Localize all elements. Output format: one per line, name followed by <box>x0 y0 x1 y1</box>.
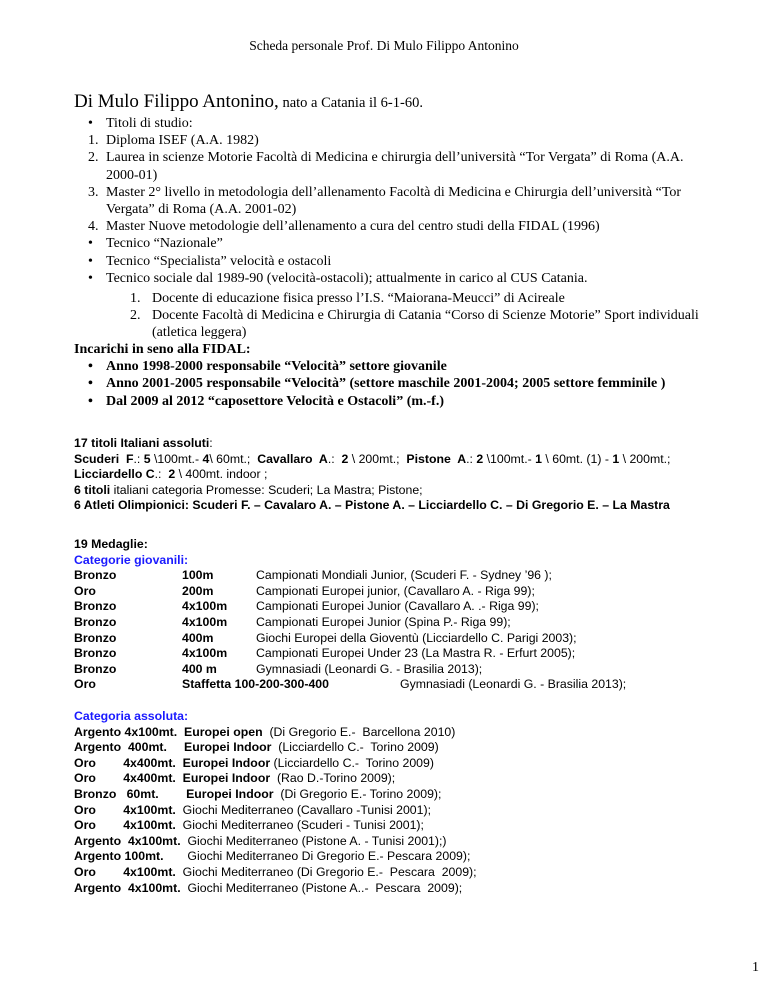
bullet-icon: • <box>88 270 93 286</box>
title-segment: .: <box>133 451 144 466</box>
fidal-roles-heading: Incarichi in seno alla FIDAL: <box>74 342 251 357</box>
teaching-item <box>118 307 708 341</box>
medal-description: Giochi Europei della Gioventù (Licciardello C. Parigi 2003); <box>256 630 577 645</box>
olympians-line: 6 Atleti Olimpionici: Scuderi F. – Cavalaro A. – Pistone A. – Licciardello C. – Di Gregorio E. – La Mastra <box>74 498 670 513</box>
studies-item <box>74 235 694 252</box>
studies-item <box>74 253 694 270</box>
title-segment: 1 <box>535 451 542 466</box>
list-number: 2. <box>130 308 141 324</box>
medal-description: (Di Gregorio E.- Torino 2009); <box>273 786 442 801</box>
medal-type: Bronzo <box>74 661 117 676</box>
medal-description: Campionati Europei junior, (Cavallaro A. - Riga 99); <box>256 583 535 598</box>
studies-item <box>74 218 694 235</box>
medal-competition: Europei open <box>177 724 263 739</box>
titles-count-line: 17 titoli Italiani assoluti: <box>74 436 213 450</box>
medal-event: 400m <box>182 630 214 645</box>
studies-item <box>74 115 694 132</box>
senior-medal-row <box>74 849 724 865</box>
page-number: 1 <box>752 960 759 975</box>
medal-type: Oro <box>74 583 96 598</box>
title-segment: Cavallaro A <box>257 451 328 466</box>
fidal-role-item <box>74 358 694 375</box>
youth-medal-row <box>74 615 724 631</box>
studies-item-text: Master 2° livello in metodologia dell’allenamento Facoltà di Medicina e Chirurgia dell’università “Tor Vergata” di Roma (A.A. 2001-02) <box>106 184 682 218</box>
medal-type-event: Oro 4x400mt <box>74 771 173 786</box>
medal-description: Giochi Mediterraneo Di Gregorio E.- Pescara 2009); <box>163 849 471 864</box>
title-segment: 2 <box>168 467 176 482</box>
youth-medal-row <box>74 662 724 678</box>
medals-heading: 19 Medaglie: <box>74 537 148 551</box>
medal-type-event: Argento 4x100mt. <box>74 833 181 848</box>
medal-type-event: Oro 4x400mt. <box>74 755 176 770</box>
medal-type-event: Oro 4x100mt. <box>74 864 176 879</box>
title-segment: \ 60mt.; <box>209 451 258 466</box>
senior-medal-row <box>74 818 724 834</box>
medal-event: 200m <box>182 583 214 598</box>
teaching-list <box>118 290 708 342</box>
youth-medal-row <box>74 631 724 647</box>
studies-item-text: Master Nuove metodologie dell’allenamento a cura del centro studi della FIDAL (1996) <box>106 219 600 235</box>
studies-item <box>74 270 694 287</box>
medal-event: 100m <box>182 568 214 583</box>
medal-competition: . Europei Indoor <box>172 771 271 786</box>
studies-item <box>74 149 694 183</box>
medal-type-event: Bronzo 60mt. <box>74 786 159 801</box>
medal-description: Campionati Mondiali Junior, (Scuderi F. - Sydney ’96 ); <box>256 568 552 583</box>
fidal-role-text: Anno 2001-2005 responsabile “Velocità” (settore maschile 2001-2004; 2005 settore femminile ) <box>106 376 666 392</box>
senior-medal-row <box>74 771 724 787</box>
bullet-icon: • <box>88 393 93 409</box>
titles-line-2 <box>74 452 724 468</box>
bullet-icon: • <box>88 376 93 392</box>
medal-type-event: Argento 400mt. <box>74 740 167 755</box>
birth-info: nato a Catania il 6-1-60. <box>278 95 423 111</box>
bullet-icon: • <box>88 116 93 131</box>
title-segment: Scuderi F <box>74 451 134 466</box>
medal-description: (Licciardello C.- Torino 2009) <box>270 755 434 770</box>
teaching-item <box>118 290 708 307</box>
senior-medal-row <box>74 865 724 881</box>
medal-type-event: Argento 100mt. <box>74 849 164 864</box>
senior-medal-row <box>74 881 724 897</box>
fidal-role-item <box>74 375 694 392</box>
title-segment: Licciardello C <box>74 467 155 482</box>
medal-type: Bronzo <box>74 630 117 645</box>
list-number: 1. <box>130 291 141 306</box>
studies-item <box>74 184 694 218</box>
title-segment: \ 60mt. (1) - <box>541 451 613 466</box>
medal-description: Giochi Mediterraneo (Pistone A..- Pescara 2009); <box>180 880 463 895</box>
youth-medal-row <box>74 584 724 600</box>
studies-item-text: Tecnico “Nazionale” <box>106 236 223 252</box>
fidal-role-text: Dal 2009 al 2012 “caposettore Velocità e Ostacoli” (m.-f.) <box>106 393 445 409</box>
titles-promesse-line: 6 titoli italiani categoria Promesse: Scuderi; La Mastra; Pistone; <box>74 482 423 497</box>
medal-event: 4x100m <box>182 646 228 661</box>
title-segment: 2 <box>476 451 484 466</box>
medal-description: (Di Gregorio E.- Barcellona 2010) <box>262 724 456 739</box>
medal-type-event: Oro 4x100mt. <box>74 802 176 817</box>
medal-competition: Europei Indoor <box>166 740 272 755</box>
page-header: Scheda personale Prof. Di Mulo Filippo Antonino <box>249 38 519 53</box>
senior-medal-row <box>74 803 724 819</box>
list-number: 1. <box>88 133 99 149</box>
medal-competition: Europei Indoor <box>175 755 271 770</box>
list-number: 4. <box>88 219 99 235</box>
title-segment: 1 <box>612 451 620 466</box>
list-number: 2. <box>88 150 99 166</box>
person-name: Di Mulo Filippo Antonino, <box>74 91 279 112</box>
medal-description: Giochi Mediterraneo (Scuderi - Tunisi 2001); <box>175 818 424 833</box>
medal-type: Bronzo <box>74 599 117 614</box>
fidal-role-item <box>74 393 694 410</box>
page-title <box>74 91 423 113</box>
youth-medals-table <box>74 568 724 677</box>
youth-medal-row <box>74 599 724 615</box>
bullet-icon: • <box>88 236 93 252</box>
medal-type-event: Argento 4x100mt. <box>74 724 178 739</box>
medal-type: Bronzo <box>74 646 117 661</box>
medal-type: Bronzo <box>74 568 117 583</box>
fidal-roles <box>74 341 694 410</box>
medal-event: 4x100m <box>182 614 228 629</box>
senior-medal-row <box>74 787 724 803</box>
medal-description: Giochi Mediterraneo (Di Gregorio E.- Pescara 2009); <box>175 864 477 879</box>
titles-section <box>74 436 724 514</box>
studies-item <box>74 132 694 149</box>
title-segment: 4 <box>202 451 210 466</box>
title-segment: 2 <box>341 451 349 466</box>
teaching-item-text: Docente di educazione fisica presso l’I.S. “Maiorana-Meucci” di Acireale <box>152 291 565 306</box>
youth-medal-row <box>74 646 724 662</box>
medal-competition: Europei Indoor <box>158 786 274 801</box>
studies-list <box>74 115 694 287</box>
teaching-item-text: Docente Facoltà di Medicina e Chirurgia di Catania “Corso di Scienze Motorie” Sport individuali (atletica leggera) <box>152 308 699 341</box>
title-segment: .: <box>154 467 169 482</box>
medal-event: 400 m <box>182 661 217 676</box>
title-segment: Pistone A <box>406 451 467 466</box>
youth-medal-row <box>74 568 724 584</box>
titles-line-3 <box>74 467 724 483</box>
medal-type: Bronzo <box>74 614 117 629</box>
bullet-icon: • <box>88 253 93 269</box>
title-segment: \ 200mt.; <box>348 451 407 466</box>
medal-description: Gymnasiadi (Leonardi G. - Brasilia 2013); <box>256 661 483 676</box>
medal-event: 4x100m <box>182 599 228 614</box>
list-number: 3. <box>88 184 99 200</box>
senior-category-heading: Categoria assoluta: <box>74 709 189 723</box>
medal-description: Campionati Europei Under 23 (La Mastra R. - Erfurt 2005); <box>256 646 576 661</box>
senior-medal-row <box>74 756 724 772</box>
senior-medal-row <box>74 725 724 741</box>
medal-type-event: Argento 4x100mt. <box>74 880 181 895</box>
medal-description: Giochi Mediterraneo (Pistone A. - Tunisi 2001);) <box>180 833 447 848</box>
studies-item-text: Diploma ISEF (A.A. 1982) <box>106 133 259 149</box>
title-segment: .: <box>327 451 342 466</box>
studies-item-text: Laurea in scienze Motorie Facoltà di Medicina e chirurgia dell’università “Tor Vergata” di Roma (A.A. 2000-01) <box>106 150 684 183</box>
senior-medal-row <box>74 740 724 756</box>
youth-medal-row-last: Oro Staffetta 100-200-300-400 Gymnasiadi (Leonardi G. - Brasilia 2013); <box>74 677 627 692</box>
title-segment: \ 200mt.; <box>619 451 671 466</box>
senior-medals-list <box>74 725 724 897</box>
title-segment: 5 <box>143 451 151 466</box>
title-segment: \100mt.- <box>150 451 203 466</box>
medals-section <box>74 537 724 693</box>
senior-medal-row <box>74 834 724 850</box>
youth-category-heading: Categorie giovanili: <box>74 552 189 567</box>
title-segment: \100mt.- <box>483 451 536 466</box>
medal-description: Campionati Europei Junior (Spina P.- Riga 99); <box>256 614 511 629</box>
medal-description: (Licciardello C.- Torino 2009) <box>271 740 439 755</box>
bullet-icon: • <box>88 359 93 375</box>
medal-description: Campionati Europei Junior (Cavallaro A. .- Riga 99); <box>256 599 539 614</box>
studies-item-text: Tecnico sociale dal 1989-90 (velocità-ostacoli); attualmente in carico al CUS Catania. <box>106 270 588 286</box>
title-segment: \ 400mt. indoor ; <box>175 467 268 482</box>
title-segment: .: <box>466 451 477 466</box>
fidal-role-text: Anno 1998-2000 responsabile “Velocità” settore giovanile <box>106 359 447 375</box>
medal-type-event: Oro 4x100mt. <box>74 818 176 833</box>
medal-description: Giochi Mediterraneo (Cavallaro -Tunisi 2001); <box>175 802 431 817</box>
medal-description: (Rao D.-Torino 2009); <box>270 771 396 786</box>
senior-medals-section <box>74 709 724 896</box>
studies-item-text: Tecnico “Specialista” velocità e ostacoli <box>106 253 332 269</box>
studies-item-text: Titoli di studio: <box>106 116 193 131</box>
